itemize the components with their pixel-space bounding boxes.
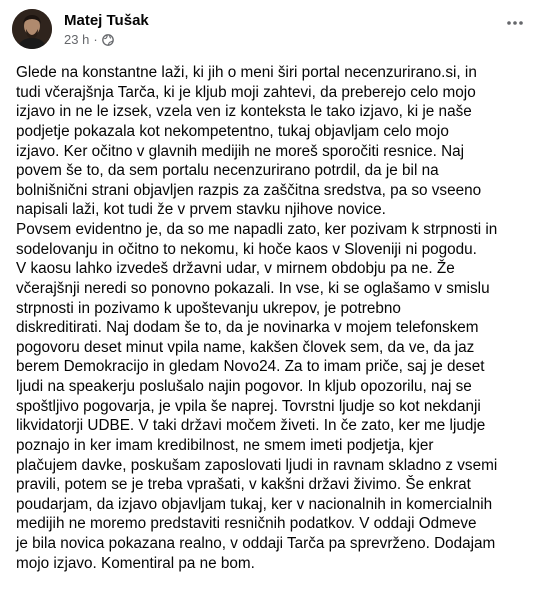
post-header	[12, 4, 149, 54]
post-subline	[64, 32, 149, 48]
globe-icon[interactable]	[102, 34, 114, 46]
more-horizontal-icon	[505, 13, 525, 33]
post-meta	[64, 11, 149, 48]
avatar[interactable]	[12, 9, 52, 49]
more-options-button[interactable]	[500, 8, 530, 38]
post-body-text: Glede na konstantne laži, ki jih o meni širi portal necenzurirano.si, in tudi včerajšnja Tarča, ki je kljub moji zahtevi, da preberejo celo mojo izjavo in ne le izsek, vzela ven iz konteksta le tako izjavo, ki je naše podjetje pokazala kot nekompetentno, tukaj objavljam celo mojo izjavo. Ker očitno v glavnih medijih ne moreš sporočiti resnice. Naj povem še to, da sem portalu necenzurirano potrdil, da je bil na bolnišnični strani objavljen razpis za zaščitna sredstva, pa so vseeno napisali laži, kot tudi že v prvem stavku njihove novice. Povsem evidentno je, da so me napadli zato, ker pozivam k strpnosti in sodelovanju in očitno to nekomu, ki hoče kaos v Sloveniji ni pogodu. V kaosu lahko izvedeš državni udar, v mirnem obdobju pa ne. Že včerajšnji neredi so ponovno pokazali. In vse, ki se oglašamo v smislu strpnosti in pozivamo k upoštevanju ukrepov, je potrebno diskreditirati. Naj dodam še to, da je novinarka v mojem telefonskem pogovoru deset minut vpila name, kakšen človek sem, da ve, da jaz berem Demokracijo in gledam Novo24. Za to imam priče, saj je deset ljudi na speakerju poslušalo najin pogovor. In kljub opozorilu, naj se spoštljivo pogovarja, je vpila še naprej. Tovrstni ljudje so kot nekdanji likvidatorji UDBE. V taki državi močem živeti. In če zato, ker me ljudje poznajo in ker imam kredibilnost, ne smem imeti podjetja, kjer plačujem davke, poskušam zaposlovati ljudi in ravnam skladno z vsemi pravili, potem se je treba vprašati, v kakšni državi živimo. Še enkrat poudarjam, da izjavo objavljam tukaj, ker v nacionalnih in komercialnih medijih ne moremo predstaviti resničnih podatkov. V oddaji Odmeve je bila novica pokazana realno, v oddaji Tarča pa sprevrženo. Dodajam mojo izjavo. Komentiral pa ne bom.	[16, 64, 498, 572]
post-timestamp[interactable]: 23 h	[64, 31, 90, 47]
author-name[interactable]: Matej Tušak	[64, 11, 149, 29]
separator-dot: ·	[93, 31, 98, 47]
